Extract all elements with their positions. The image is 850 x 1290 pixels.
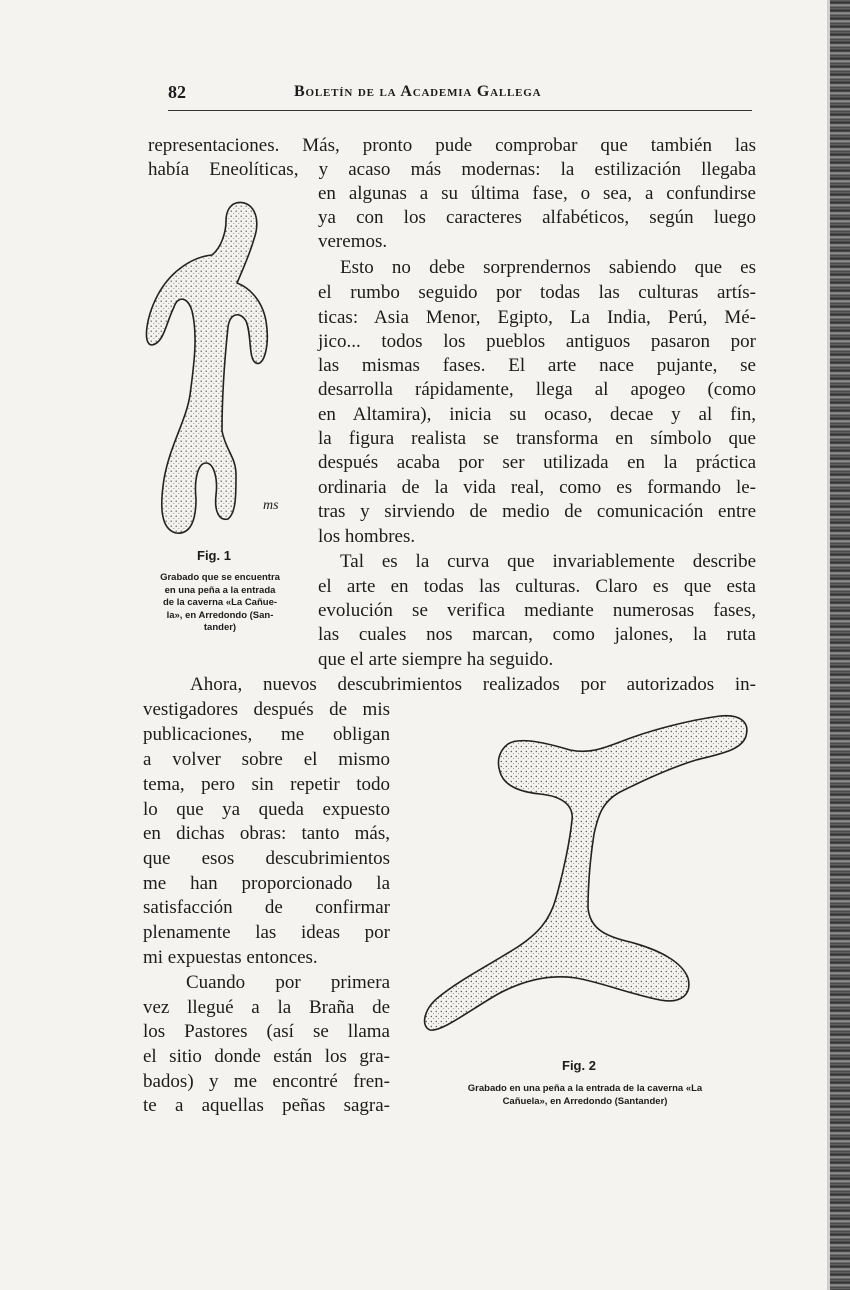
caption-line: Grabado en una peña a la entrada de la caverna «La bbox=[467, 1083, 703, 1094]
text-line: en dichas obras: tanto más, bbox=[143, 823, 390, 844]
text-line: mi expuestas entonces. bbox=[143, 947, 318, 968]
text-line: el sitio donde están los gra- bbox=[143, 1046, 390, 1067]
text-line: me han proporcionado la bbox=[143, 873, 390, 894]
text-line: publicaciones, me obligan bbox=[143, 724, 390, 745]
caption-line: Grabado que se encuentra bbox=[160, 572, 280, 583]
caption-line: tander) bbox=[203, 622, 237, 633]
text-line: había Eneolíticas, y acaso más modernas: la estilización llegaba bbox=[148, 159, 756, 180]
text-line: lo que ya queda expuesto bbox=[143, 799, 390, 820]
text-line: tras y sirviendo de medio de comunicación entre bbox=[318, 501, 756, 522]
text-line: plenamente las ideas por bbox=[143, 922, 390, 943]
caption-line: de la caverna «La Cañue- bbox=[162, 597, 278, 608]
page-edge bbox=[830, 0, 850, 1290]
text-line: tema, pero sin repetir todo bbox=[143, 774, 390, 795]
text-line: evolución se verifica mediante numerosas fases, bbox=[318, 600, 756, 621]
text-line: Cuando por primera bbox=[186, 972, 390, 993]
text-line: vez llegué a la Braña de bbox=[143, 997, 390, 1018]
text-line: bados) y me encontré fren- bbox=[143, 1071, 390, 1092]
text-line: Esto no debe sorprendernos sabiendo que es bbox=[340, 257, 756, 278]
caption-line: la», en Arredondo (San- bbox=[166, 609, 274, 621]
text-line: en Altamira), inicia su ocaso, decae y al fin, bbox=[318, 404, 756, 425]
text-line: representaciones. Más, pronto pude comprobar que también las bbox=[148, 135, 756, 156]
page-number: 82 bbox=[168, 82, 186, 102]
figure-1-signature: ms bbox=[263, 498, 279, 513]
text-line: te a aquellas peñas sagra- bbox=[143, 1095, 390, 1116]
text-line: los Pastores (así se llama bbox=[143, 1021, 390, 1042]
text-line: el rumbo seguido por todas las culturas artís- bbox=[318, 282, 756, 303]
text-line: veremos. bbox=[318, 231, 388, 252]
text-line: después acaba por ser utilizada en la práctica bbox=[318, 452, 756, 473]
text-line: Tal es la curva que invariablemente describe bbox=[340, 551, 756, 572]
figure-1-caption bbox=[140, 572, 300, 635]
text-line: que el arte siempre ha seguido. bbox=[318, 649, 554, 670]
text-line: en algunas a su última fase, o sea, a confundirse bbox=[318, 183, 756, 204]
text-line: los hombres. bbox=[318, 526, 416, 547]
text-line: satisfacción de confirmar bbox=[143, 897, 390, 918]
text-line: jico... todos los pueblos antiguos pasaron por bbox=[318, 331, 756, 352]
text-line: ticas: Asia Menor, Egipto, La India, Perú, Mé- bbox=[318, 307, 756, 328]
text-line: ya con los caracteres alfabéticos, según luego bbox=[318, 207, 756, 228]
running-header bbox=[168, 82, 752, 108]
caption-line: Cañuela», en Arredondo (Santander) bbox=[502, 1095, 668, 1107]
text-line: el arte en todas las culturas. Claro es que esta bbox=[318, 576, 756, 597]
text-line: la figura realista se transforma en símbolo que bbox=[318, 428, 756, 449]
text-line: vestigadores después de mis bbox=[143, 699, 390, 720]
caption-line: en una peña a la entrada bbox=[164, 584, 276, 596]
figure-1-engraving bbox=[140, 195, 280, 540]
header-rule bbox=[168, 110, 752, 111]
text-line: que esos descubrimientos bbox=[143, 848, 390, 869]
journal-title: Boletín de la Academia Gallega bbox=[294, 83, 542, 100]
text-line: Ahora, nuevos descubrimientos realizados por autorizados in- bbox=[190, 674, 756, 695]
figure-2-label: Fig. 2 bbox=[562, 1058, 596, 1073]
figure-1-label: Fig. 1 bbox=[197, 548, 231, 563]
figure-2-engraving bbox=[420, 710, 760, 1050]
figure-2-caption bbox=[410, 1083, 760, 1108]
text-line: desarrolla rápidamente, llega al apogeo (como bbox=[318, 379, 756, 400]
text-line: a volver sobre el mismo bbox=[143, 749, 390, 770]
text-line: ordinaria de la vida real, como es formando le- bbox=[318, 477, 756, 498]
text-line: las mismas fases. El arte nace pujante, se bbox=[318, 355, 756, 376]
text-line: las cuales nos marcan, como jalones, la ruta bbox=[318, 624, 756, 645]
